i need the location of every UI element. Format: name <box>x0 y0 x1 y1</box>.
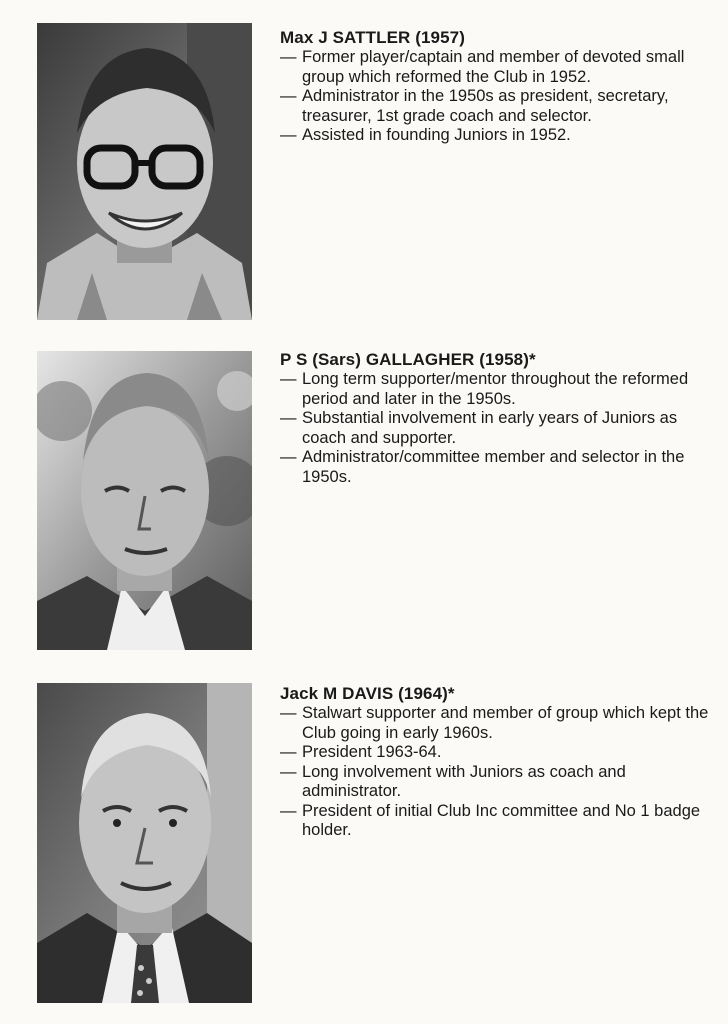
bio-point <box>280 87 720 126</box>
bio-point-text: Administrator/committee member and selector in the 1950s. <box>302 448 685 486</box>
bio-point-text: Administrator in the 1950s as president, secretary, treasurer, 1st grade coach and selector. <box>302 87 669 125</box>
profile-name: Max J SATTLER (1957) <box>280 28 465 47</box>
bio-point-text: Stalwart supporter and member of group which kept the Club going in early 1960s. <box>302 704 709 742</box>
dash-marker: — <box>280 743 297 761</box>
bio-point-text: President 1963-64. <box>302 743 442 761</box>
dash-marker: — <box>280 48 297 66</box>
dash-marker: — <box>280 87 297 105</box>
portrait-photo-davis <box>37 683 252 1003</box>
bio-points <box>280 704 720 841</box>
bio-sattler <box>280 28 720 146</box>
bio-point-text: Long involvement with Juniors as coach and administrator. <box>302 762 626 800</box>
bio-point <box>280 448 720 487</box>
bio-point <box>280 48 720 87</box>
bio-point-text: Assisted in founding Juniors in 1952. <box>302 126 571 144</box>
profile-name: Jack M DAVIS (1964)* <box>280 684 455 703</box>
portrait-photo-sattler <box>37 23 252 320</box>
profile-name: P S (Sars) GALLAGHER (1958)* <box>280 350 536 369</box>
bio-point-text: Long term supporter/mentor throughout the reformed period and later in the 1950s. <box>302 370 689 408</box>
dash-marker: — <box>280 409 297 427</box>
dash-marker: — <box>280 801 297 820</box>
dash-marker: — <box>280 126 297 144</box>
bio-davis <box>280 684 720 841</box>
dash-marker: — <box>280 370 297 388</box>
bio-point <box>280 409 720 448</box>
dash-marker: — <box>280 704 297 722</box>
bio-point <box>280 802 720 841</box>
bio-point <box>280 370 720 409</box>
bio-points <box>280 48 720 146</box>
bio-points <box>280 370 720 487</box>
bio-point <box>280 763 720 802</box>
bio-point-text: Former player/captain and member of devoted small group which reformed the Club in 1952. <box>302 48 685 86</box>
dash-marker: — <box>280 448 297 466</box>
portrait-photo-gallagher <box>37 351 252 650</box>
bio-point-text: Substantial involvement in early years of Juniors as coach and supporter. <box>302 409 678 447</box>
bio-point-text: President of initial Club Inc committee and No 1 badge holder. <box>302 801 701 839</box>
dash-marker: — <box>280 762 297 781</box>
bio-point <box>280 126 720 146</box>
bio-point <box>280 743 720 763</box>
bio-gallagher <box>280 350 720 487</box>
bio-point <box>280 704 720 743</box>
